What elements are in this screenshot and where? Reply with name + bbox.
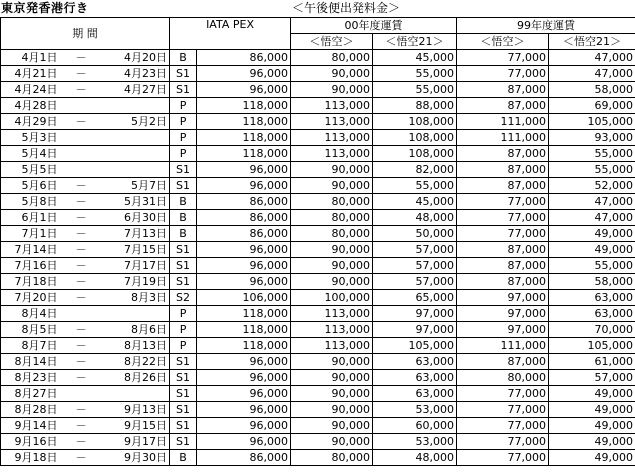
iata-pex-fare: 96,000 [197,66,291,82]
fy00-goku-fare: 113,000 [291,322,373,338]
period-dash: － [60,66,103,82]
period-start: 9月16日 [1,434,60,450]
period-header: 期 間 [1,18,170,50]
period-start: 9月14日 [1,418,60,434]
period-start: 5月5日 [1,162,60,178]
fy00-goku-fare: 80,000 [291,226,373,242]
fy99-goku21-fare: 58,000 [549,82,635,98]
fy99-goku-fare: 77,000 [457,434,549,450]
fy99-goku-fare: 97,000 [457,306,549,322]
iata-pex-fare: 96,000 [197,434,291,450]
iata-pex-fare: 96,000 [197,82,291,98]
fy99-goku-fare: 77,000 [457,66,549,82]
fy99-goku21-header: ＜悟空21＞ [549,34,635,50]
fy00-goku-fare: 113,000 [291,98,373,114]
fare-class: S2 [170,290,197,306]
period-dash: － [60,50,103,66]
fy00-goku-fare: 80,000 [291,450,373,466]
fy00-goku-fare: 90,000 [291,434,373,450]
fy99-goku21-fare: 55,000 [549,162,635,178]
iata-pex-fare: 86,000 [197,194,291,210]
fy00-goku21-fare: 108,000 [373,114,457,130]
fy00-goku21-fare: 45,000 [373,194,457,210]
table-row [1,258,635,274]
fy99-goku21-fare: 105,000 [549,338,635,354]
fy99-goku21-fare: 49,000 [549,242,635,258]
fy99-goku-fare: 87,000 [457,98,549,114]
period-dash [60,386,103,402]
fy99-goku21-fare: 49,000 [549,434,635,450]
fy00-goku21-fare: 48,000 [373,450,457,466]
period-start: 7月16日 [1,258,60,274]
fy00-goku-header: ＜悟空＞ [291,34,373,50]
fy00-goku21-fare: 88,000 [373,98,457,114]
iata-pex-fare: 118,000 [197,146,291,162]
fy99-goku21-fare: 49,000 [549,226,635,242]
table-row [1,274,635,290]
fy00-header: 00年度運賃 [291,18,457,34]
period-dash: － [60,450,103,466]
period-start: 4月28日 [1,98,60,114]
period-end [103,306,170,322]
fy00-goku21-fare: 63,000 [373,354,457,370]
fare-class: P [170,306,197,322]
iata-pex-fare: 96,000 [197,402,291,418]
table-row [1,226,635,242]
period-start: 6月1日 [1,210,60,226]
fare-class: B [170,450,197,466]
period-start: 8月4日 [1,306,60,322]
period-start: 8月28日 [1,402,60,418]
fy00-goku-fare: 113,000 [291,114,373,130]
period-start: 8月14日 [1,354,60,370]
fy99-goku21-fare: 55,000 [549,258,635,274]
fy99-goku-fare: 77,000 [457,418,549,434]
fare-class: P [170,338,197,354]
fare-class: S1 [170,242,197,258]
fy00-goku-fare: 90,000 [291,162,373,178]
fy99-goku-fare: 87,000 [457,82,549,98]
fy99-goku21-fare: 55,000 [549,146,635,162]
period-start: 4月29日 [1,114,60,130]
fy00-goku21-fare: 63,000 [373,386,457,402]
period-dash: － [60,354,103,370]
fare-class: S1 [170,434,197,450]
iata-pex-fare: 106,000 [197,290,291,306]
fare-class: S1 [170,82,197,98]
fy99-goku21-fare: 47,000 [549,66,635,82]
fy99-goku-fare: 111,000 [457,130,549,146]
fare-class: S1 [170,178,197,194]
fy00-goku-fare: 100,000 [291,290,373,306]
fare-class: B [170,210,197,226]
fy99-goku-fare: 97,000 [457,322,549,338]
fy00-goku-fare: 90,000 [291,402,373,418]
period-dash: － [60,418,103,434]
period-end [103,386,170,402]
fy99-goku21-fare: 49,000 [549,418,635,434]
table-row [1,306,635,322]
iata-pex-fare: 118,000 [197,130,291,146]
fy99-goku21-fare: 70,000 [549,322,635,338]
fare-class: P [170,130,197,146]
table-row [1,386,635,402]
period-end: 6月30日 [103,210,170,226]
fy00-goku21-fare: 57,000 [373,242,457,258]
fare-class: S1 [170,370,197,386]
fy99-goku-fare: 77,000 [457,210,549,226]
iata-pex-fare: 96,000 [197,178,291,194]
fy99-goku21-fare: 47,000 [549,194,635,210]
fy00-goku-fare: 90,000 [291,418,373,434]
table-row [1,162,635,178]
fare-class: S1 [170,386,197,402]
fare-class: B [170,50,197,66]
fare-class: B [170,226,197,242]
period-start: 5月3日 [1,130,60,146]
period-dash: － [60,322,103,338]
period-end: 4月23日 [103,66,170,82]
fy00-goku-fare: 90,000 [291,82,373,98]
period-start: 7月20日 [1,290,60,306]
fy99-goku-fare: 77,000 [457,226,549,242]
period-dash: － [60,338,103,354]
fy99-goku21-fare: 61,000 [549,354,635,370]
fy99-goku-fare: 111,000 [457,114,549,130]
fy00-goku21-fare: 57,000 [373,258,457,274]
iata-pex-fare: 118,000 [197,322,291,338]
fy00-goku-fare: 90,000 [291,178,373,194]
table-row [1,450,635,466]
period-end [103,98,170,114]
fy00-goku21-fare: 82,000 [373,162,457,178]
fy00-goku21-header: ＜悟空21＞ [373,34,457,50]
period-start: 4月24日 [1,82,60,98]
fare-rows [1,50,635,466]
period-start: 4月1日 [1,50,60,66]
period-start: 8月27日 [1,386,60,402]
fy99-goku-fare: 97,000 [457,290,549,306]
fy00-goku21-fare: 55,000 [373,82,457,98]
fy00-goku21-fare: 48,000 [373,210,457,226]
period-dash [60,162,103,178]
fy99-goku-fare: 77,000 [457,50,549,66]
iata-pex-fare: 96,000 [197,386,291,402]
fy99-goku-fare: 87,000 [457,146,549,162]
iata-pex-fare: 96,000 [197,418,291,434]
fy99-goku-fare: 87,000 [457,162,549,178]
fare-class: S1 [170,162,197,178]
fy00-goku-fare: 90,000 [291,370,373,386]
fy99-goku-header: ＜悟空＞ [457,34,549,50]
iata-pex-fare: 86,000 [197,210,291,226]
fy99-goku-fare: 87,000 [457,258,549,274]
period-dash: － [60,274,103,290]
fare-class: B [170,194,197,210]
fy99-header: 99年度運賃 [457,18,635,34]
fy00-goku-fare: 90,000 [291,386,373,402]
fy00-goku21-fare: 55,000 [373,178,457,194]
iata-pex-fare: 96,000 [197,242,291,258]
iata-pex-fare: 96,000 [197,258,291,274]
table-row [1,242,635,258]
period-end [103,130,170,146]
table-row [1,178,635,194]
fy99-goku21-fare: 93,000 [549,130,635,146]
period-end: 9月13日 [103,402,170,418]
period-start: 7月18日 [1,274,60,290]
period-end: 9月15日 [103,418,170,434]
fy00-goku21-fare: 53,000 [373,434,457,450]
period-dash: － [60,194,103,210]
fy00-goku21-fare: 55,000 [373,66,457,82]
period-dash: － [60,370,103,386]
fy99-goku21-fare: 69,000 [549,98,635,114]
fy99-goku-fare: 77,000 [457,402,549,418]
period-start: 5月6日 [1,178,60,194]
period-start: 5月8日 [1,194,60,210]
period-start: 4月21日 [1,66,60,82]
fy99-goku-fare: 87,000 [457,178,549,194]
fy00-goku21-fare: 57,000 [373,274,457,290]
period-end: 7月13日 [103,226,170,242]
fy00-goku-fare: 80,000 [291,210,373,226]
fy00-goku21-fare: 108,000 [373,146,457,162]
fy99-goku21-fare: 63,000 [549,290,635,306]
period-start: 5月4日 [1,146,60,162]
fy00-goku21-fare: 60,000 [373,418,457,434]
iata-pex-fare: 96,000 [197,162,291,178]
period-dash: － [60,82,103,98]
period-start: 7月1日 [1,226,60,242]
period-end: 8月3日 [103,290,170,306]
fare-class: S1 [170,274,197,290]
sheet-title: 東京発香港行き [1,1,89,15]
period-dash: － [60,258,103,274]
period-end: 4月20日 [103,50,170,66]
period-start: 8月7日 [1,338,60,354]
fy00-goku21-fare: 63,000 [373,370,457,386]
table-row [1,322,635,338]
fy99-goku-fare: 87,000 [457,242,549,258]
fare-class: S1 [170,402,197,418]
iata-pex-fare: 86,000 [197,450,291,466]
fy99-goku21-fare: 49,000 [549,386,635,402]
table-row [1,66,635,82]
table-row [1,418,635,434]
table-row [1,354,635,370]
table-row [1,146,635,162]
iata-pex-fare: 96,000 [197,354,291,370]
fy99-goku21-fare: 47,000 [549,50,635,66]
table-row [1,434,635,450]
fy99-goku-fare: 77,000 [457,386,549,402]
period-dash: － [60,242,103,258]
table-row [1,50,635,66]
fare-class: P [170,114,197,130]
period-dash: － [60,290,103,306]
fy00-goku21-fare: 45,000 [373,50,457,66]
period-dash [60,306,103,322]
fare-class: S1 [170,354,197,370]
fare-class: P [170,322,197,338]
iata-pex-fare: 86,000 [197,226,291,242]
table-row [1,290,635,306]
period-dash: － [60,402,103,418]
table-row [1,114,635,130]
fy99-goku21-fare: 57,000 [549,370,635,386]
fy99-goku21-fare: 58,000 [549,274,635,290]
period-end: 4月27日 [103,82,170,98]
period-start: 8月23日 [1,370,60,386]
period-dash: － [60,226,103,242]
table-row [1,130,635,146]
fy99-goku21-fare: 63,000 [549,306,635,322]
fy00-goku-fare: 90,000 [291,66,373,82]
iata-pex-fare: 118,000 [197,306,291,322]
fy00-goku-fare: 90,000 [291,242,373,258]
period-end: 7月17日 [103,258,170,274]
iata-pex-fare: 96,000 [197,370,291,386]
fy99-goku-fare: 111,000 [457,338,549,354]
fy00-goku-fare: 90,000 [291,354,373,370]
period-dash [60,146,103,162]
period-dash: － [60,210,103,226]
period-dash [60,98,103,114]
fy00-goku-fare: 80,000 [291,50,373,66]
period-end: 8月26日 [103,370,170,386]
fy00-goku21-fare: 108,000 [373,130,457,146]
period-end: 7月15日 [103,242,170,258]
period-end [103,146,170,162]
fy00-goku-fare: 113,000 [291,146,373,162]
period-end: 5月2日 [103,114,170,130]
period-dash: － [60,114,103,130]
period-end: 9月17日 [103,434,170,450]
fy00-goku21-fare: 53,000 [373,402,457,418]
table-row [1,338,635,354]
period-end: 5月7日 [103,178,170,194]
period-dash: － [60,434,103,450]
period-end: 5月31日 [103,194,170,210]
table-row [1,82,635,98]
fy99-goku-fare: 87,000 [457,274,549,290]
fare-table [0,17,635,466]
fy00-goku-fare: 90,000 [291,258,373,274]
period-start: 9月18日 [1,450,60,466]
fy99-goku-fare: 77,000 [457,450,549,466]
fy99-goku-fare: 77,000 [457,194,549,210]
iata-pex-fare: 86,000 [197,50,291,66]
header-row-1 [1,18,635,34]
table-row [1,210,635,226]
period-end: 8月13日 [103,338,170,354]
period-dash [60,130,103,146]
period-start: 8月5日 [1,322,60,338]
period-end: 8月6日 [103,322,170,338]
fare-class: P [170,98,197,114]
period-end: 8月22日 [103,354,170,370]
fy00-goku21-fare: 105,000 [373,338,457,354]
table-row [1,370,635,386]
fy99-goku-fare: 87,000 [457,354,549,370]
fare-class: S1 [170,258,197,274]
period-dash: － [60,178,103,194]
fy00-goku-fare: 113,000 [291,306,373,322]
fare-class: S1 [170,418,197,434]
iata-pex-fare: 96,000 [197,274,291,290]
fy00-goku-fare: 80,000 [291,194,373,210]
fy99-goku21-fare: 52,000 [549,178,635,194]
sheet-subtitle: ＜午後便出発料金＞ [292,1,401,15]
period-end [103,162,170,178]
fy99-goku21-fare: 49,000 [549,402,635,418]
fy00-goku21-fare: 50,000 [373,226,457,242]
period-start: 7月14日 [1,242,60,258]
iata-pex-fare: 118,000 [197,98,291,114]
fy99-goku21-fare: 49,000 [549,450,635,466]
period-end: 9月30日 [103,450,170,466]
table-row [1,194,635,210]
fy00-goku21-fare: 65,000 [373,290,457,306]
fare-class: S1 [170,66,197,82]
fare-class: P [170,146,197,162]
iata-pex-fare: 118,000 [197,338,291,354]
fy00-goku21-fare: 97,000 [373,322,457,338]
fy00-goku-fare: 113,000 [291,338,373,354]
period-end: 7月19日 [103,274,170,290]
iata-pex-fare: 118,000 [197,114,291,130]
table-row [1,402,635,418]
fy00-goku-fare: 113,000 [291,130,373,146]
table-row [1,98,635,114]
fy99-goku21-fare: 47,000 [549,210,635,226]
fy00-goku-fare: 90,000 [291,274,373,290]
fy99-goku-fare: 80,000 [457,370,549,386]
iata-pex-header: IATA PEX [170,18,291,50]
fy99-goku21-fare: 105,000 [549,114,635,130]
fy00-goku21-fare: 97,000 [373,306,457,322]
